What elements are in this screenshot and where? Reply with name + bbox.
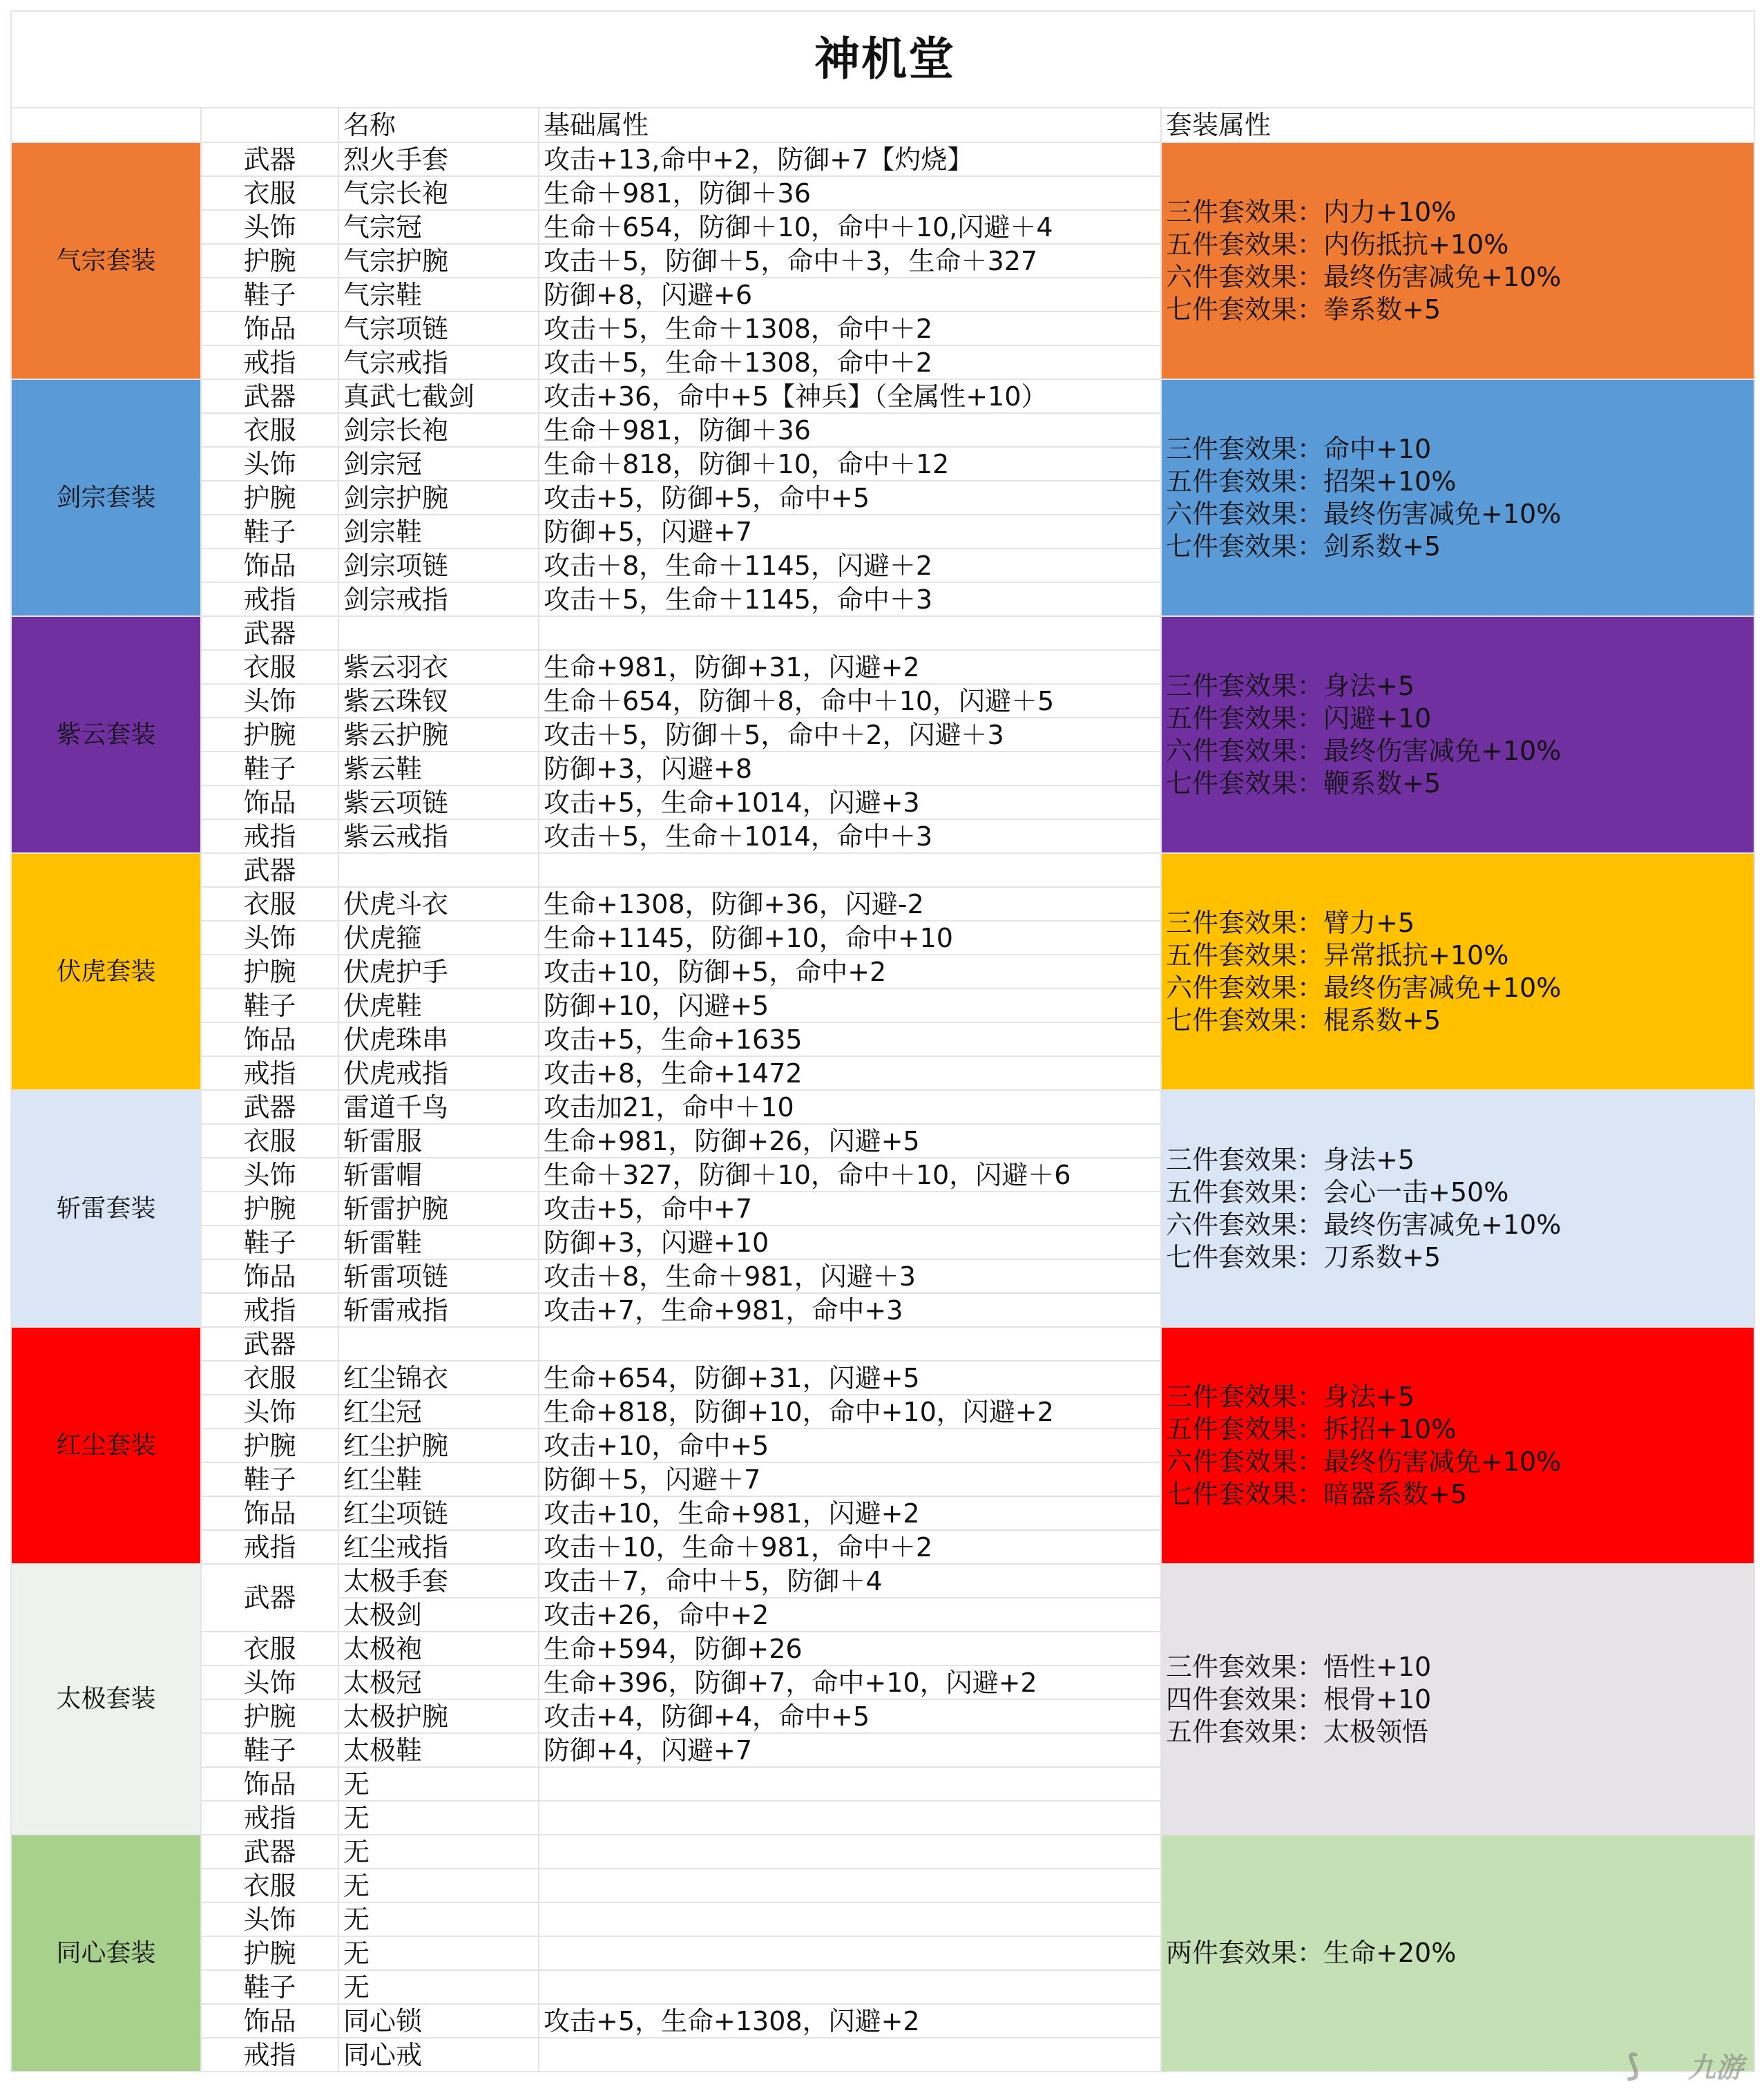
item-attr-cell: 生命＋981，防御＋36 <box>539 176 1161 210</box>
set-bonus-line: 五件套效果：会心一击+50% <box>1166 1176 1509 1207</box>
item-name-cell: 真武七截剑 <box>338 379 539 413</box>
item-attr-cell: 攻击+5，生命+1635 <box>539 1022 1161 1056</box>
table-row <box>11 1564 1754 1598</box>
set-bonus-line: 六件套效果：最终伤害减免+10% <box>1166 261 1562 292</box>
set-bonus-line: 五件套效果：内伤抵抗+10% <box>1166 229 1509 260</box>
header-row <box>11 108 1754 142</box>
slot-cell: 武器 <box>201 853 338 887</box>
item-name-cell: 烈火手套 <box>338 142 539 176</box>
table-row <box>11 379 1754 413</box>
item-name-cell: 无 <box>338 1902 539 1936</box>
item-name-cell: 红尘项链 <box>338 1496 539 1530</box>
slot-cell: 鞋子 <box>201 1733 338 1767</box>
slot-cell: 头饰 <box>201 447 338 481</box>
equipment-set-table <box>10 10 1755 2072</box>
slot-cell: 衣服 <box>201 1869 338 1902</box>
item-attr-cell: 防御＋5，闪避＋7 <box>539 1462 1161 1496</box>
slot-cell: 鞋子 <box>201 1462 338 1496</box>
item-attr-cell <box>539 1869 1161 1902</box>
slot-cell: 饰品 <box>201 1259 338 1293</box>
slot-cell: 衣服 <box>201 650 338 684</box>
item-name-cell: 剑宗鞋 <box>338 515 539 548</box>
item-name-cell: 紫云羽衣 <box>338 650 539 684</box>
item-name-cell: 气宗戒指 <box>338 345 539 379</box>
item-attr-cell <box>539 1936 1161 1970</box>
set-bonus-line: 六件套效果：最终伤害减免+10% <box>1166 1446 1562 1477</box>
item-attr-cell: 生命＋981，防御＋36 <box>539 413 1161 447</box>
item-attr-cell <box>539 1801 1161 1835</box>
set-name-cell: 伏虎套装 <box>11 853 201 1090</box>
table-row <box>11 142 1754 176</box>
item-attr-cell: 生命+594，防御+26 <box>539 1632 1161 1665</box>
item-attr-cell: 生命+396，防御+7，命中+10，闪避+2 <box>539 1665 1161 1699</box>
slot-cell: 戒指 <box>201 819 338 853</box>
item-attr-cell: 防御+4，闪避+7 <box>539 1733 1161 1767</box>
item-name-cell: 斩雷服 <box>338 1124 539 1158</box>
watermark-logo-icon: ⟆ <box>1626 2048 1640 2083</box>
item-name-cell: 紫云鞋 <box>338 752 539 785</box>
item-name-cell <box>338 616 539 650</box>
item-attr-cell <box>539 2038 1161 2072</box>
slot-cell: 戒指 <box>201 582 338 616</box>
item-attr-cell: 攻击+5，生命+1308，闪避+2 <box>539 2004 1161 2038</box>
item-name-cell: 伏虎斗衣 <box>338 887 539 921</box>
slot-cell: 武器 <box>201 142 338 176</box>
table-row <box>11 853 1754 887</box>
set-bonus-cell <box>1161 379 1754 616</box>
header-set-attr: 套装属性 <box>1161 108 1754 142</box>
item-name-cell: 紫云护腕 <box>338 718 539 752</box>
set-bonus-line: 三件套效果：身法+5 <box>1166 670 1415 701</box>
slot-cell: 武器 <box>201 1090 338 1124</box>
item-name-cell: 无 <box>338 1970 539 2004</box>
set-bonus-cell <box>1161 1090 1754 1327</box>
item-name-cell <box>338 1327 539 1361</box>
set-bonus-line: 七件套效果：棍系数+5 <box>1166 1004 1441 1035</box>
item-attr-cell: 攻击＋10，生命＋981，命中＋2 <box>539 1530 1161 1564</box>
item-attr-cell: 攻击＋8，生命＋1145，闪避＋2 <box>539 548 1161 582</box>
slot-cell: 鞋子 <box>201 278 338 312</box>
item-attr-cell: 攻击+5，生命+1014，闪避+3 <box>539 785 1161 819</box>
slot-cell: 饰品 <box>201 1022 338 1056</box>
slot-cell: 饰品 <box>201 1767 338 1801</box>
set-name-cell: 紫云套装 <box>11 616 201 853</box>
item-name-cell: 伏虎护手 <box>338 955 539 989</box>
slot-cell: 鞋子 <box>201 1970 338 2004</box>
set-bonus-line: 三件套效果：臂力+5 <box>1166 907 1415 938</box>
set-bonus-line: 六件套效果：最终伤害减免+10% <box>1166 498 1562 529</box>
item-attr-cell: 生命+981，防御+26，闪避+5 <box>539 1124 1161 1158</box>
item-name-cell: 太极剑 <box>338 1598 539 1632</box>
set-name-cell: 太极套装 <box>11 1564 201 1835</box>
item-attr-cell: 生命＋654，防御＋8，命中＋10，闪避＋5 <box>539 684 1161 718</box>
slot-cell: 衣服 <box>201 413 338 447</box>
set-bonus-line: 七件套效果：刀系数+5 <box>1166 1241 1441 1272</box>
item-name-cell: 气宗长袍 <box>338 176 539 210</box>
item-name-cell: 红尘戒指 <box>338 1530 539 1564</box>
item-attr-cell: 攻击＋5，防御＋5，命中＋2，闪避＋3 <box>539 718 1161 752</box>
item-name-cell: 气宗冠 <box>338 210 539 244</box>
item-name-cell: 太极鞋 <box>338 1733 539 1767</box>
set-bonus-line: 六件套效果：最终伤害减免+10% <box>1166 735 1562 766</box>
set-bonus-cell <box>1161 853 1754 1090</box>
item-name-cell: 斩雷项链 <box>338 1259 539 1293</box>
slot-cell: 头饰 <box>201 210 338 244</box>
set-bonus-line: 六件套效果：最终伤害减免+10% <box>1166 972 1562 1003</box>
set-name-cell: 气宗套装 <box>11 142 201 379</box>
item-attr-cell: 攻击+13,命中+2，防御+7【灼烧】 <box>539 142 1161 176</box>
item-name-cell: 无 <box>338 1835 539 1869</box>
item-attr-cell: 生命+818，防御+10，命中+10，闪避+2 <box>539 1395 1161 1429</box>
page-title: 神机堂 <box>11 11 1754 108</box>
item-name-cell: 剑宗护腕 <box>338 481 539 515</box>
item-attr-cell: 攻击+10，命中+5 <box>539 1429 1161 1462</box>
slot-cell: 头饰 <box>201 1665 338 1699</box>
item-attr-cell: 攻击+4，防御+4，命中+5 <box>539 1699 1161 1733</box>
item-name-cell: 红尘冠 <box>338 1395 539 1429</box>
slot-cell: 衣服 <box>201 887 338 921</box>
slot-cell: 头饰 <box>201 1902 338 1936</box>
slot-cell: 戒指 <box>201 1530 338 1564</box>
slot-cell: 饰品 <box>201 2004 338 2038</box>
set-name-cell: 剑宗套装 <box>11 379 201 616</box>
item-name-cell: 剑宗戒指 <box>338 582 539 616</box>
item-attr-cell: 攻击+5，命中+7 <box>539 1192 1161 1225</box>
set-name-cell: 红尘套装 <box>11 1327 201 1564</box>
slot-cell: 戒指 <box>201 1293 338 1327</box>
set-bonus-line: 五件套效果：拆招+10% <box>1166 1413 1457 1444</box>
item-attr-cell: 攻击+5，防御+5，命中+5 <box>539 481 1161 515</box>
item-name-cell: 太极护腕 <box>338 1699 539 1733</box>
slot-cell: 头饰 <box>201 1158 338 1192</box>
slot-cell: 护腕 <box>201 1699 338 1733</box>
slot-cell: 鞋子 <box>201 989 338 1022</box>
slot-cell: 戒指 <box>201 2038 338 2072</box>
item-attr-cell: 生命＋818，防御＋10，命中＋12 <box>539 447 1161 481</box>
set-bonus-cell <box>1161 616 1754 853</box>
item-name-cell: 雷道千鸟 <box>338 1090 539 1124</box>
set-bonus-line: 七件套效果：鞭系数+5 <box>1166 767 1441 799</box>
set-bonus-line: 七件套效果：剑系数+5 <box>1166 531 1441 562</box>
set-bonus-line: 七件套效果：暗器系数+5 <box>1166 1478 1468 1509</box>
slot-cell: 武器 <box>201 1327 338 1361</box>
item-name-cell: 斩雷帽 <box>338 1158 539 1192</box>
header-empty-set <box>11 108 201 142</box>
item-attr-cell: 防御+5，闪避+7 <box>539 515 1161 548</box>
slot-cell: 衣服 <box>201 1632 338 1665</box>
item-name-cell: 斩雷戒指 <box>338 1293 539 1327</box>
slot-cell: 饰品 <box>201 785 338 819</box>
item-attr-cell: 生命＋654，防御＋10，命中＋10,闪避＋4 <box>539 210 1161 244</box>
table-row <box>11 1835 1754 1869</box>
title-row <box>11 11 1754 108</box>
slot-cell: 戒指 <box>201 1056 338 1090</box>
item-name-cell: 无 <box>338 1936 539 1970</box>
slot-cell: 饰品 <box>201 548 338 582</box>
slot-cell: 鞋子 <box>201 515 338 548</box>
set-name-cell: 斩雷套装 <box>11 1090 201 1327</box>
item-name-cell: 红尘鞋 <box>338 1462 539 1496</box>
item-attr-cell: 攻击＋7，命中＋5，防御＋4 <box>539 1564 1161 1598</box>
table-row <box>11 1327 1754 1361</box>
item-attr-cell: 攻击+7，生命+981，命中+3 <box>539 1293 1161 1327</box>
item-name-cell: 无 <box>338 1869 539 1902</box>
item-attr-cell: 生命+654，防御+31，闪避+5 <box>539 1361 1161 1395</box>
item-name-cell: 紫云戒指 <box>338 819 539 853</box>
header-name: 名称 <box>338 108 539 142</box>
slot-cell: 头饰 <box>201 684 338 718</box>
slot-cell: 衣服 <box>201 1124 338 1158</box>
item-name-cell: 伏虎戒指 <box>338 1056 539 1090</box>
item-attr-cell <box>539 1970 1161 2004</box>
item-name-cell: 无 <box>338 1767 539 1801</box>
slot-cell: 护腕 <box>201 481 338 515</box>
set-bonus-line: 三件套效果：身法+5 <box>1166 1381 1415 1412</box>
item-attr-cell: 生命+1145，防御+10，命中+10 <box>539 921 1161 955</box>
item-attr-cell: 生命+981，防御+31，闪避+2 <box>539 650 1161 684</box>
item-attr-cell: 攻击＋5，生命＋1145，命中＋3 <box>539 582 1161 616</box>
item-name-cell: 太极袍 <box>338 1632 539 1665</box>
item-name-cell: 同心锁 <box>338 2004 539 2038</box>
item-attr-cell: 生命+1308，防御+36，闪避-2 <box>539 887 1161 921</box>
slot-cell: 护腕 <box>201 1936 338 1970</box>
slot-cell: 护腕 <box>201 718 338 752</box>
set-bonus-cell <box>1161 142 1754 379</box>
item-attr-cell: 防御+8，闪避+6 <box>539 278 1161 312</box>
item-name-cell: 无 <box>338 1801 539 1835</box>
item-name-cell: 紫云项链 <box>338 785 539 819</box>
slot-cell: 护腕 <box>201 244 338 278</box>
item-attr-cell: 攻击＋8，生命＋981，闪避＋3 <box>539 1259 1161 1293</box>
set-bonus-line: 两件套效果：生命+20% <box>1166 1938 1457 1968</box>
item-attr-cell <box>539 853 1161 887</box>
set-bonus-cell <box>1161 1327 1754 1564</box>
slot-cell: 饰品 <box>201 1496 338 1530</box>
item-attr-cell: 攻击加21，命中＋10 <box>539 1090 1161 1124</box>
slot-cell: 头饰 <box>201 921 338 955</box>
item-name-cell: 气宗护腕 <box>338 244 539 278</box>
item-attr-cell: 防御+3，闪避+10 <box>539 1225 1161 1259</box>
item-name-cell: 伏虎箍 <box>338 921 539 955</box>
slot-cell: 鞋子 <box>201 1225 338 1259</box>
item-attr-cell: 攻击+26，命中+2 <box>539 1598 1161 1632</box>
table-row <box>11 1090 1754 1124</box>
slot-cell: 武器 <box>201 1835 338 1869</box>
item-name-cell: 气宗鞋 <box>338 278 539 312</box>
item-attr-cell <box>539 1835 1161 1869</box>
set-name-cell: 同心套装 <box>11 1835 201 2072</box>
slot-cell: 饰品 <box>201 312 338 345</box>
table-row <box>11 616 1754 650</box>
set-bonus-line: 五件套效果：闪避+10 <box>1166 703 1432 734</box>
item-name-cell: 斩雷鞋 <box>338 1225 539 1259</box>
set-bonus-cell <box>1161 1835 1754 2072</box>
item-attr-cell: 攻击＋5，生命＋1308，命中＋2 <box>539 345 1161 379</box>
item-attr-cell: 防御+10，闪避+5 <box>539 989 1161 1022</box>
item-name-cell: 红尘锦衣 <box>338 1361 539 1395</box>
item-attr-cell <box>539 616 1161 650</box>
set-bonus-line: 五件套效果：异常抵抗+10% <box>1166 939 1509 971</box>
item-name-cell: 气宗项链 <box>338 312 539 345</box>
watermark-text: 九游 <box>1688 2052 1743 2084</box>
item-name-cell: 伏虎鞋 <box>338 989 539 1022</box>
item-name-cell: 红尘护腕 <box>338 1429 539 1462</box>
item-attr-cell: 生命＋327，防御＋10，命中＋10，闪避＋6 <box>539 1158 1161 1192</box>
item-attr-cell: 攻击＋5，防御＋5，命中＋3，生命＋327 <box>539 244 1161 278</box>
set-bonus-line: 三件套效果：命中+10 <box>1166 433 1432 464</box>
item-name-cell: 紫云珠钗 <box>338 684 539 718</box>
item-attr-cell: 攻击+10，生命+981，闪避+2 <box>539 1496 1161 1530</box>
set-bonus-line: 七件套效果：拳系数+5 <box>1166 294 1441 325</box>
set-bonus-line: 五件套效果：太极领悟 <box>1166 1716 1429 1747</box>
item-name-cell: 同心戒 <box>338 2038 539 2072</box>
slot-cell: 衣服 <box>201 176 338 210</box>
set-bonus-line: 三件套效果：身法+5 <box>1166 1144 1415 1175</box>
item-attr-cell: 攻击+10，防御+5，命中+2 <box>539 955 1161 989</box>
set-bonus-line: 六件套效果：最终伤害减免+10% <box>1166 1209 1562 1240</box>
item-attr-cell <box>539 1327 1161 1361</box>
item-attr-cell: 攻击+8，生命+1472 <box>539 1056 1161 1090</box>
slot-cell: 头饰 <box>201 1395 338 1429</box>
item-name-cell <box>338 853 539 887</box>
set-bonus-line: 五件套效果：招架+10% <box>1166 466 1457 497</box>
slot-cell: 戒指 <box>201 1801 338 1835</box>
header-base-attr: 基础属性 <box>539 108 1161 142</box>
item-name-cell: 伏虎珠串 <box>338 1022 539 1056</box>
item-attr-cell: 攻击＋5，生命＋1308，命中＋2 <box>539 312 1161 345</box>
header-empty-slot <box>201 108 338 142</box>
slot-cell: 武器 <box>201 1564 338 1632</box>
slot-cell: 护腕 <box>201 955 338 989</box>
item-name-cell: 剑宗冠 <box>338 447 539 481</box>
set-bonus-cell <box>1161 1564 1754 1835</box>
item-attr-cell <box>539 1767 1161 1801</box>
slot-cell: 戒指 <box>201 345 338 379</box>
item-name-cell: 太极冠 <box>338 1665 539 1699</box>
set-bonus-line: 四件套效果：根骨+10 <box>1166 1683 1432 1715</box>
item-name-cell: 剑宗长袍 <box>338 413 539 447</box>
slot-cell: 武器 <box>201 616 338 650</box>
set-bonus-line: 三件套效果：内力+10% <box>1166 196 1457 227</box>
item-attr-cell: 攻击＋5，生命＋1014，命中＋3 <box>539 819 1161 853</box>
slot-cell: 护腕 <box>201 1429 338 1462</box>
item-attr-cell: 防御+3，闪避+8 <box>539 752 1161 785</box>
slot-cell: 武器 <box>201 379 338 413</box>
item-name-cell: 太极手套 <box>338 1564 539 1598</box>
item-name-cell: 剑宗项链 <box>338 548 539 582</box>
item-attr-cell: 攻击+36，命中+5【神兵】（全属性+10） <box>539 379 1161 413</box>
slot-cell: 鞋子 <box>201 752 338 785</box>
slot-cell: 衣服 <box>201 1361 338 1395</box>
item-attr-cell <box>539 1902 1161 1936</box>
item-name-cell: 斩雷护腕 <box>338 1192 539 1225</box>
set-bonus-line: 三件套效果：悟性+10 <box>1166 1651 1432 1682</box>
slot-cell: 护腕 <box>201 1192 338 1225</box>
